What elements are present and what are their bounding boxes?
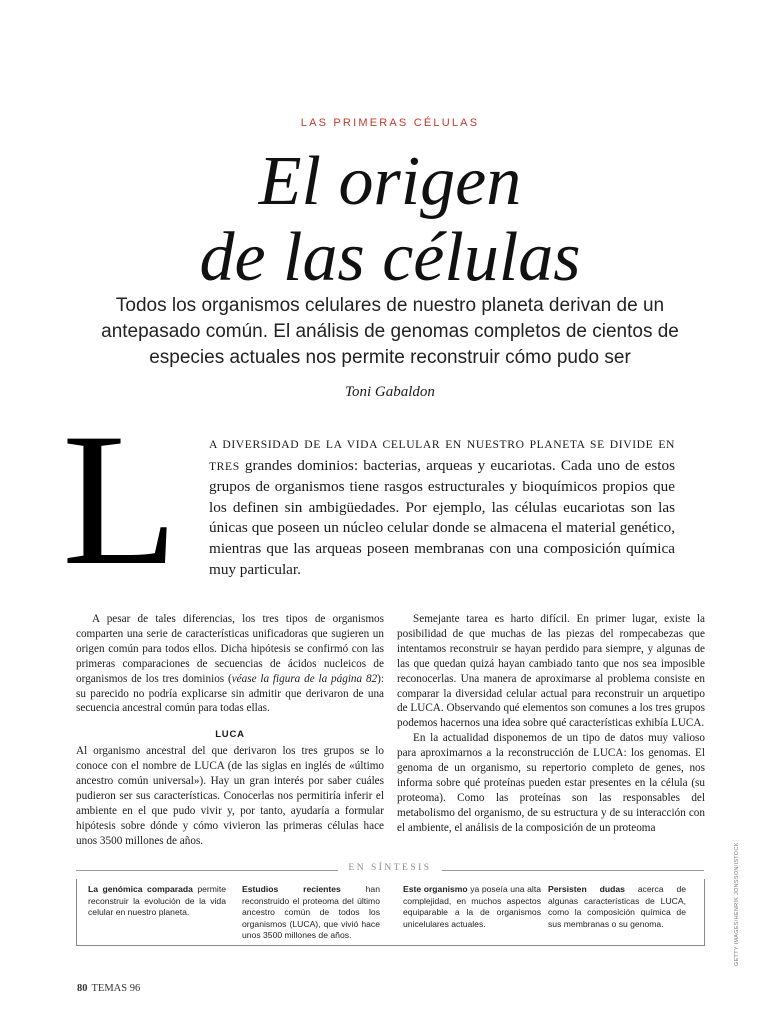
body-paragraph: En la actualidad disponemos de un tipo de datos muy valioso para aproximarnos a la reconstrucción de LUCA: los genomas. El genoma de un organismo, su repertorio completo de genes, nos informa sobre qué proteínas pueden estar presentes en la célula (su proteoma). Como las proteínas son las responsables del metabolismo del organismo, de su estructura y de su interacción con el ambiente, el análisis de la composición de un proteoma <box>397 732 705 834</box>
synopsis-item <box>242 884 380 942</box>
synopsis-item-lead: La genómica comparada <box>88 884 193 894</box>
lead-text: grandes dominios: bacterias, arqueas y eucariotas. Cada uno de estos grupos de organismos tiene rasgos estructurales y bioquímicos propios que los definen sin ambigüedades. Por ejemplo, las células eucariotas son las únicas que poseen un núcleo celular donde se almacena el material genético, mientras que las arqueas poseen membranas con una composición química muy particular. <box>209 456 676 578</box>
synopsis-item <box>548 884 686 930</box>
body-column-left <box>76 612 384 849</box>
article-author: Toni Gabaldon <box>345 384 435 400</box>
photo-credit: GETTY IMAGES/HENRIK JONSSON/ISTOCK <box>734 842 740 966</box>
figure-reference: véase la figura de la página 82 <box>231 672 378 685</box>
publication-name: TEMAS 96 <box>91 983 141 994</box>
drop-cap: L <box>62 395 179 605</box>
title-line-2: de las células <box>199 219 581 296</box>
body-paragraph <box>76 612 384 716</box>
synopsis-item-lead: Este organismo <box>403 884 468 894</box>
synopsis-item-text: han reconstruido el proteoma del último ancestro común de todos los organismos (LUCA), que vivió hace unos 3500 millones de años. <box>242 884 380 941</box>
synopsis-item-text: ya poseía una alta complejidad, en muchos aspectos equiparable a la de organismos unicelulares actuales. <box>403 884 541 929</box>
synopsis-item-text: acerca de algunas características de LUCA, como la composición química de sus membranas o su genoma. <box>548 884 686 929</box>
article-title <box>0 144 768 296</box>
synopsis-item <box>88 884 226 919</box>
synopsis-item-lead: Persisten dudas <box>548 884 625 894</box>
synopsis-box <box>76 863 704 945</box>
synopsis-title-text: EN SÍNTESIS <box>338 863 441 873</box>
body-paragraph: Semejante tarea es harto difícil. En primer lugar, existe la posibilidad de que muchas de las piezas del rompecabezas que intentamos reconstruir se hayan perdido para siempre, y algunas de las que quedan quizá hayan cambiado tanto que nos sea imposible reconocerlas. Una manera de aproximarse al problema consiste en comparar la diversidad celular actual para reconstruir un arquetipo de LUCA. Observando qué elementos son comunes a los tres grupos podemos hacernos una idea sobre qué características exhibía LUCA. <box>397 613 705 730</box>
section-kicker: LAS PRIMERAS CÉLULAS <box>300 117 480 129</box>
synopsis-item-text: permite reconstruir la evolución de la vida celular en nuestro planeta. <box>88 884 226 918</box>
synopsis-item-lead: Estudios recientes <box>242 884 341 894</box>
synopsis-item <box>403 884 541 930</box>
page-footer <box>77 983 140 994</box>
body-paragraph: Al organismo ancestral del que derivaron los tres grupos se lo conoce con el nombre de LUCA (de las siglas en inglés de «último ancestro común universal»). Hay un gran interés por saber cuáles pudieron ser sus características. Conocerlas nos permitiría inferir el ambiente en el que pudo vivir y, por tanto, ayudaría a formular hipótesis sobre dónde y cómo vivieron las primeras células hace unos 3500 millones de años. <box>76 745 384 847</box>
page-number: 80 <box>77 983 88 994</box>
body-text: A pesar de tales diferencias, los tres tipos de organismos comparten una serie de características unificadoras que sugieren un origen común para todos ellos. Dicha hipótesis se confirmó con las primeras comparaciones de secuencias de ácidos nucleicos de organismos de los tres dominios ( <box>76 613 384 685</box>
body-column-right <box>397 612 705 836</box>
article-subtitle: Todos los organismos celulares de nuestro planeta derivan de un antepasado común. El análisis de genomas completos de cientos de especies actuales nos permite reconstruir cómo pudo ser <box>101 295 679 368</box>
title-line-1: El origen <box>258 143 522 220</box>
lead-paragraph <box>209 434 675 580</box>
lead-smallcaps: A DIVERSIDAD DE LA VIDA CELULAR EN NUESTRO PLANETA SE DIVIDE EN TRES <box>209 438 675 473</box>
body-text: ): su parecido no podría explicarse sin admitir que derivaron de una secuencia ancestral común para todas ellas. <box>76 672 384 715</box>
synopsis-title <box>76 863 704 873</box>
section-heading: LUCA <box>215 729 245 741</box>
